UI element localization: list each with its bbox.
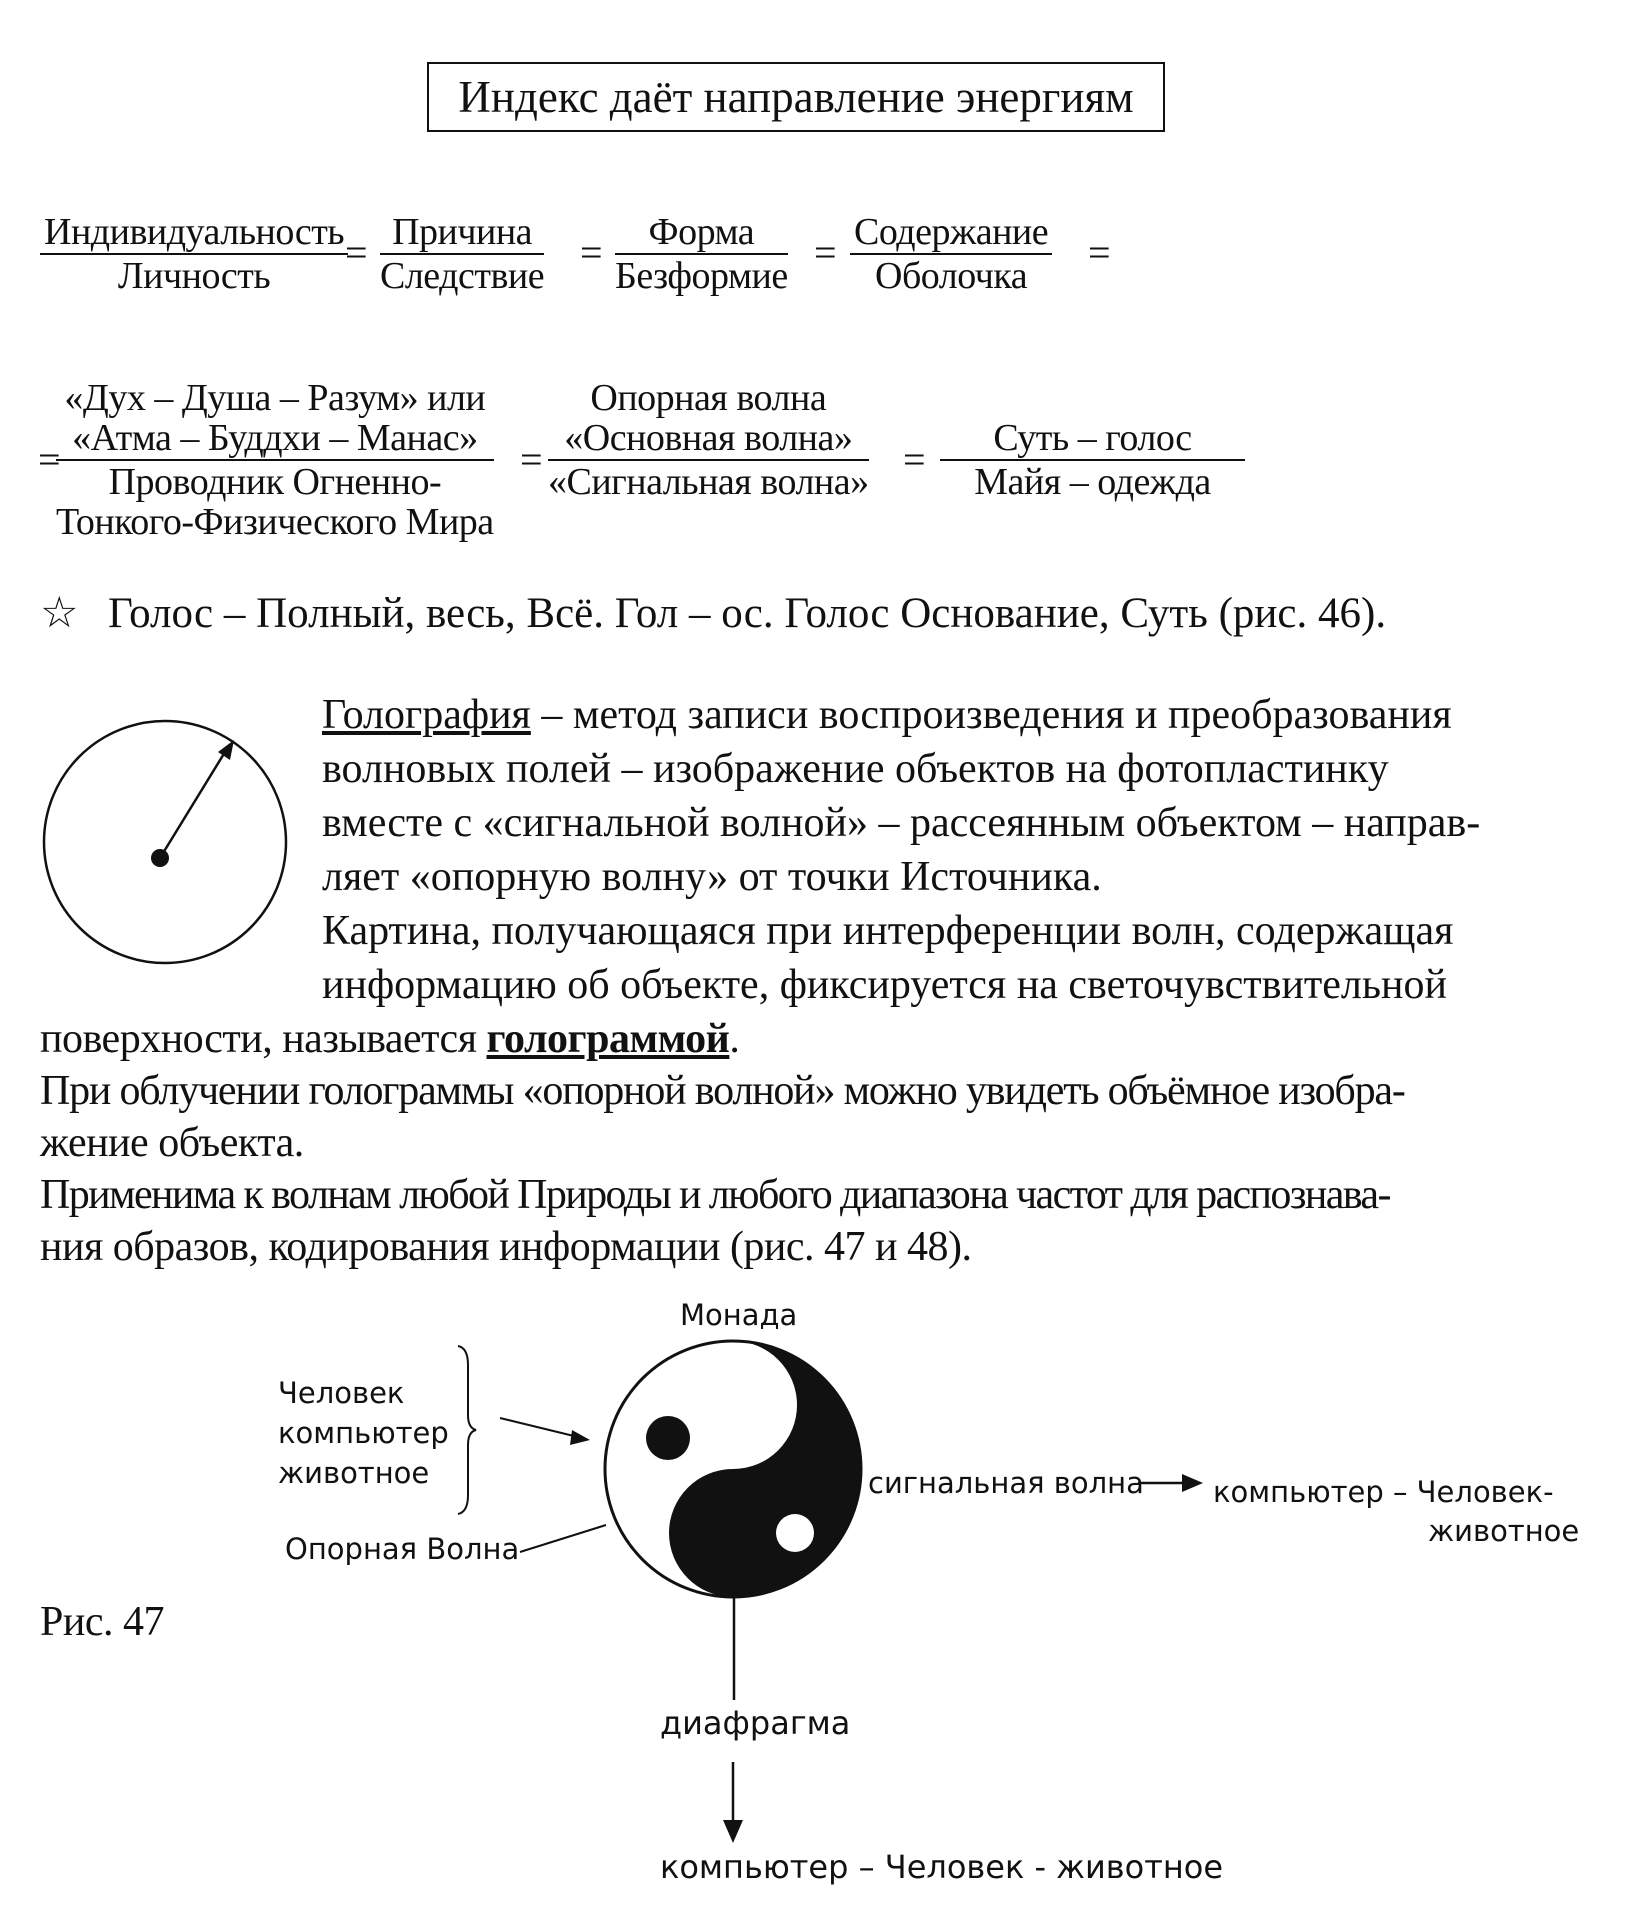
fraction-denominator-line: Проводник Огненно- [108,461,442,503]
text-line: жение объекта. [40,1120,304,1166]
star-outline-icon: ☆ [40,590,79,637]
equals-sign: = [1088,230,1111,275]
equals-sign: = [580,230,603,275]
left-label-animal: животное [278,1456,430,1490]
equals-sign: = [38,437,61,482]
fraction-numerator: Причина [392,211,533,253]
fraction-numerator: Индивидуальность [44,211,345,253]
bottom-result-label: компьютер – Человек - животное [660,1848,1224,1886]
right-result-line2: животное [1428,1514,1580,1548]
fraction-denominator-line: Тонкого-Физического Мира [56,501,494,543]
brace-icon [458,1346,476,1514]
text-span: – метод записи воспроизведения и преобразования [530,692,1452,738]
fraction-denominator: Майя – одежда [974,461,1211,503]
diaphragm-label: диафрагма [660,1704,851,1742]
reference-wave-line [520,1525,606,1552]
wave-circle-diagram [44,721,286,963]
holography-term: Голография [322,692,531,738]
arrow-to-monad [500,1418,590,1445]
signal-wave-arrow [1138,1474,1203,1492]
fraction-denominator: Безформие [615,255,788,297]
fraction-numerator-line: Опорная волна [590,377,827,419]
star-line-text: Голос – Полный, весь, Всё. Гол – ос. Голос Основание, Суть (рис. 46). [108,590,1387,637]
left-label-human: Человек [278,1376,405,1410]
text-span: . [729,1016,740,1062]
fraction-numerator-line: «Основная волна» [564,417,853,459]
fraction-numerator-line: «Атма – Буддхи – Манас» [72,417,478,459]
fraction-denominator: «Сигнальная волна» [548,461,869,503]
signal-wave-label: сигнальная волна [868,1466,1144,1500]
text-line: Применима к волнам любой Природы и любого диапазона частот для распознава- [40,1172,1390,1218]
reference-wave-label: Опорная Волна [285,1532,520,1566]
yin-yang-icon [605,1341,861,1597]
right-result-line1: компьютер – Человек- [1213,1475,1554,1509]
fraction-denominator: Личность [117,255,271,297]
left-label-computer: компьютер [278,1416,449,1450]
text-line: волновых полей – изображение объектов на фотопластинку [322,746,1389,792]
fraction-denominator: Следствие [380,255,545,297]
text-line: вместе с «сигнальной волной» – рассеянным объектом – направ- [322,800,1481,846]
fraction-denominator: Оболочка [875,255,1028,297]
equals-sign: = [814,230,837,275]
text-line: ляет «опорную волну» от точки Источника. [322,854,1102,900]
page-title: Индекс даёт направление энергиям [427,62,1165,132]
equals-sign: = [520,437,543,482]
figure-caption: Рис. 47 [40,1599,164,1645]
monad-label: Монада [680,1298,798,1332]
fraction-numerator: Суть – голос [993,417,1192,459]
hologram-term: голограммой [486,1016,730,1062]
fraction-numerator-line: «Дух – Душа – Разум» или [64,377,486,419]
equals-sign: = [903,437,926,482]
equals-sign: = [345,230,368,275]
fraction-numerator: Содержание [854,211,1049,253]
text-line: При облучении голограммы «опорной волной» можно увидеть объёмное изобра- [40,1068,1405,1114]
text-span: поверхности, называется [40,1016,487,1062]
fraction-numerator: Форма [648,211,755,253]
text-line: информацию об объекте, фиксируется на светочувствительной [322,962,1447,1008]
text-line: Картина, получающаяся при интерференции волн, содержащая [322,908,1454,954]
text-line: ния образов, кодирования информации (рис. 47 и 48). [40,1224,972,1270]
down-arrow [723,1762,743,1843]
